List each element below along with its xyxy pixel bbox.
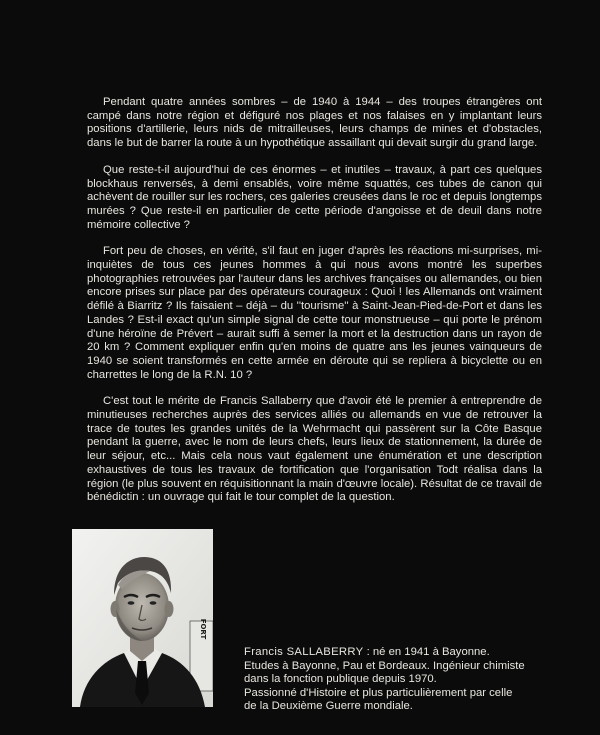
author-birth: : né en 1941 à Bayonne. [363,646,490,658]
author-name: Francis SALLABERRY [244,646,364,658]
right-eye [150,601,157,605]
bio-line-name [244,646,544,660]
bio-line-service: dans la fonction publique depuis 1970. [244,673,437,685]
sign-text: FORT [199,618,207,640]
body-text [87,96,542,518]
paragraph-2: Que reste-t-il aujourd'hui de ces énormes – et inutiles – travaux, à part ces quelques blockhaus renversés, à demi ensablés, voire même squattés, ces tubes de canon qui achèvent de rouiller sur les rochers, ces galeries creusées dans le roc et depuis longtemps murées ? Que reste-il en particulier de cette période d'angoisse et de deuil dans notre mémoire collective ? [87,163,542,231]
author-bio [244,646,544,714]
paragraph-3: Fort peu de choses, en vérité, s'il faut en juger d'après les réactions mi-surprises, mi-inquiètes de tous ces jeunes hommes à qui nous avons montré les superbes photographies retrouvées par l'auteur dans les archives françaises ou allemandes, ou bien encore prises sur place par des opérateurs courageux : Quoi ! les Allemands ont vraiment défilé à Biarritz ? Ils faisaient – déjà – du ''tourisme'' à Saint-Jean-Pied-de-Port et dans les Landes ? Est-il exact qu'un simple signal de cette tour monstrueuse – qui porte le prénom d'une héroïne de Prévert – aurait suffi à semer la mort et la destruction dans un rayon de 20 km ? Comment expliquer enfin qu'en moins de quatre ans les jeunes vainqueurs de 1940 se soient transformés en cette armée en déroute qui se repliera à bicyclette ou en charrettes le long de la R.N. 10 ? [87,245,542,381]
bio-line-passion-1: Passionné d'Histoire et plus particulièrement par celle [244,686,513,699]
paragraph-4: C'est tout le mérite de Francis Sallaberry que d'avoir été le premier à entreprendre de minutieuses recherches auprès des services alliés ou allemands en vue de retrouver la trace de toutes les grandes unités de la Wehrmacht qui passèrent sur la Côte Basque pendant la guerre, avec le nom de leurs chefs, leurs lieux de stationnement, la durée de leur séjour, etc... Mais cela nous vaut également une énumération et une description exhaustives de tous les travaux de fortification que l'organisation Todt réalisa dans la région (le plus souvent en réquisitionnant la main d'œuvre locale). Résultat de ce travail de bénédictin : un ouvrage qui fait le tour complet de la question. [87,395,542,504]
bio-line-studies: Etudes à Bayonne, Pau et Bordeaux. Ingénieur chimiste [244,659,525,672]
bio-line-passion-2: de la Deuxième Guerre mondiale. [244,700,413,712]
author-portrait-photo [72,529,213,707]
portrait-illustration [72,529,213,707]
paragraph-1: Pendant quatre années sombres – de 1940 à 1944 – des troupes étrangères ont campé dans notre région et défiguré nos plages et nos falaises en y implantant leurs positions d'artillerie, leurs nids de mitrailleuses, leurs champs de mines et d'obstacles, dans le but de barrer la route à un hypothétique assaillant qui devait surgir du grand large. [87,96,542,150]
left-eye [128,601,135,605]
right-ear [165,601,174,617]
